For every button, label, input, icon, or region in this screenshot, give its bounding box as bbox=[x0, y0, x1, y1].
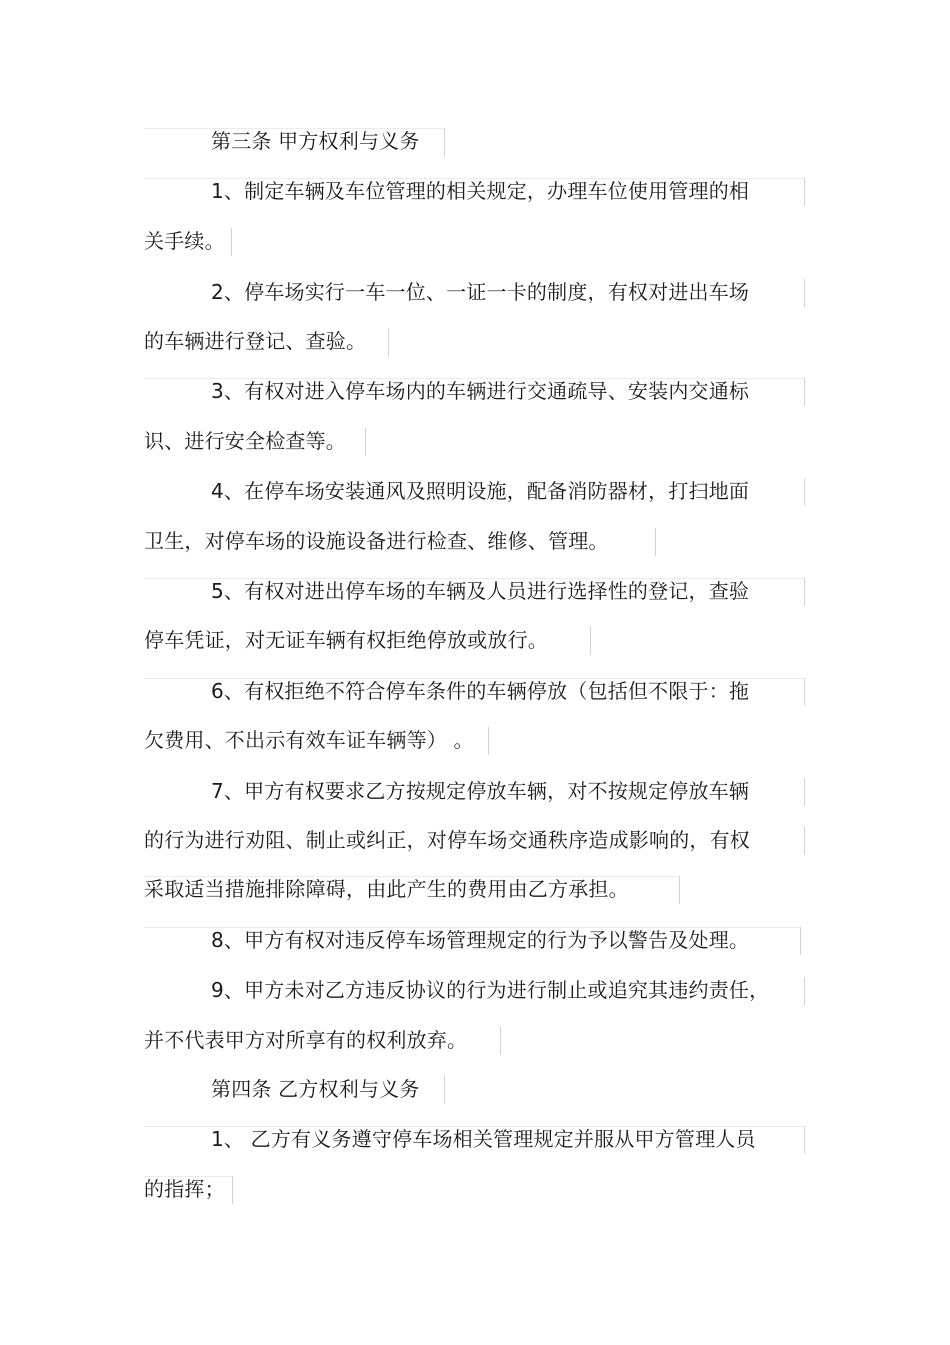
scan-tick bbox=[804, 977, 805, 1005]
paragraph-text: 4、在停车场安装通风及照明设施，配备消防器材，打扫地面 bbox=[211, 479, 750, 503]
scan-tick bbox=[800, 927, 801, 955]
paragraph-text: 8、甲方有权对违反停车场管理规定的行为予以警告及处理。 bbox=[211, 928, 750, 952]
scan-tick bbox=[488, 727, 489, 755]
paragraph-text: 1、制定车辆及车位管理的相关规定，办理车位使用管理的相 bbox=[211, 179, 750, 203]
item-3-line-1 bbox=[144, 376, 749, 406]
paragraph-text: 6、有权拒绝不符合停车条件的车辆停放（包括但不限于：拖 bbox=[211, 679, 750, 703]
paragraph-text: 的行为进行劝阻、制止或纠正，对停车场交通秩序造成影响的，有权 bbox=[144, 828, 750, 852]
item-1-line-1 bbox=[144, 176, 749, 206]
item-5-line-2 bbox=[144, 625, 548, 655]
scan-tick bbox=[679, 876, 680, 904]
scan-tick bbox=[500, 1027, 501, 1055]
paragraph-text: 停车凭证，对无证车辆有权拒绝停放或放行。 bbox=[144, 628, 548, 652]
scan-tick bbox=[388, 328, 389, 356]
scan-tick bbox=[804, 378, 805, 406]
section-3-heading-text: 第三条 甲方权利与义务 bbox=[211, 129, 420, 153]
item-7-line-3 bbox=[144, 874, 629, 904]
paragraph-text: 并不代表甲方对所享有的权利放弃。 bbox=[144, 1028, 468, 1052]
paragraph-text: 采取适当措施排除障碍，由此产生的费用由乙方承担。 bbox=[144, 877, 629, 901]
paragraph-text: 9、甲方未对乙方违反协议的行为进行制止或追究其违约责任， bbox=[211, 978, 770, 1002]
scan-tick bbox=[444, 1076, 445, 1104]
item-1-line-2 bbox=[144, 226, 225, 256]
scan-tick bbox=[590, 627, 591, 655]
item-8-line-1 bbox=[144, 925, 749, 955]
item-6-line-1 bbox=[144, 676, 749, 706]
paragraph-text: 的车辆进行登记、查验。 bbox=[144, 329, 367, 353]
item-5-line-1 bbox=[144, 576, 749, 606]
scan-tick bbox=[804, 178, 805, 206]
paragraph-text: 关手续。 bbox=[144, 229, 225, 253]
paragraph-text: 1、 乙方有义务遵守停车场相关管理规定并服从甲方管理人员 bbox=[211, 1127, 756, 1151]
scan-tick bbox=[365, 428, 366, 456]
scan-tick bbox=[804, 678, 805, 706]
paragraph-text: 欠费用、不出示有效车证车辆等） 。 bbox=[144, 728, 474, 752]
paragraph-text: 7、甲方有权要求乙方按规定停放车辆，对不按规定停放车辆 bbox=[211, 779, 750, 803]
scan-tick bbox=[655, 528, 656, 556]
scan-tick bbox=[804, 478, 805, 506]
scan-tick bbox=[231, 228, 232, 256]
paragraph-text: 的指挥； bbox=[144, 1177, 225, 1201]
scan-tick bbox=[232, 1176, 233, 1204]
item-7-line-2 bbox=[144, 825, 750, 855]
scan-tick bbox=[804, 578, 805, 606]
s4-item-1-line-1 bbox=[144, 1124, 756, 1154]
section-4-heading-text: 第四条 乙方权利与义务 bbox=[211, 1077, 420, 1101]
paragraph-text: 识、进行安全检查等。 bbox=[144, 429, 346, 453]
item-9-line-1 bbox=[144, 975, 769, 1005]
item-4-line-1 bbox=[144, 476, 749, 506]
paragraph-text: 3、有权对进入停车场内的车辆进行交通疏导、安装内交通标 bbox=[211, 379, 750, 403]
paragraph-text: 2、停车场实行一车一位、一证一卡的制度，有权对进出车场 bbox=[211, 280, 750, 304]
s4-item-1-line-2 bbox=[144, 1174, 225, 1204]
item-7-line-1 bbox=[144, 776, 749, 806]
paragraph-text: 5、有权对进出停车场的车辆及人员进行选择性的登记，查验 bbox=[211, 579, 750, 603]
scan-tick bbox=[804, 279, 805, 307]
paragraph-text: 卫生，对停车场的设施设备进行检查、维修、管理。 bbox=[144, 529, 609, 553]
scan-tick bbox=[804, 827, 805, 855]
section-3-heading bbox=[144, 126, 420, 156]
scan-rule bbox=[144, 876, 679, 877]
scan-tick bbox=[804, 778, 805, 806]
item-3-line-2 bbox=[144, 426, 346, 456]
section-4-heading bbox=[144, 1074, 420, 1104]
item-2-line-1 bbox=[144, 277, 749, 307]
scan-tick bbox=[804, 1126, 805, 1154]
item-2-line-2 bbox=[144, 326, 366, 356]
item-4-line-2 bbox=[144, 526, 609, 556]
scan-tick bbox=[444, 128, 445, 156]
item-6-line-2 bbox=[144, 725, 474, 755]
item-9-line-2 bbox=[144, 1025, 467, 1055]
